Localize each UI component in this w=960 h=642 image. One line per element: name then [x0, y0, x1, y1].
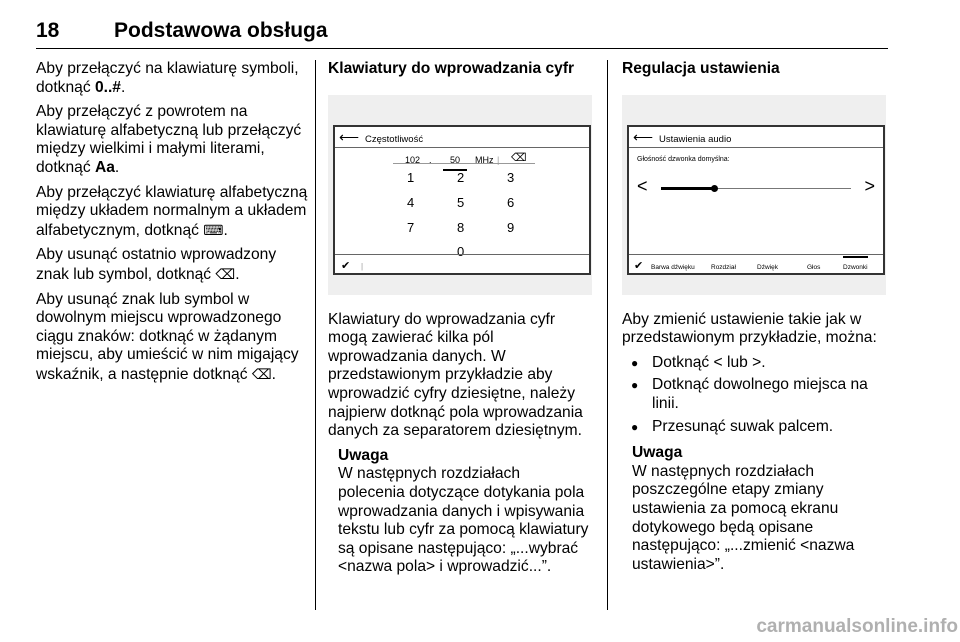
section-heading: Regulacja ustawienia	[622, 60, 780, 77]
section-heading: Klawiatury do wprowadzania cyfr	[328, 60, 575, 77]
screen-title: Ustawienia audio	[659, 133, 732, 145]
key-5[interactable]: 5	[457, 194, 465, 210]
column-divider	[607, 60, 608, 610]
bullet-list	[622, 354, 888, 436]
tab-tone[interactable]: Barwa dźwięku	[651, 263, 695, 271]
field-decimal[interactable]: 50	[443, 151, 467, 172]
page-header	[36, 8, 888, 49]
slider-track[interactable]	[661, 188, 851, 189]
screen-header	[335, 127, 589, 148]
decimal-separator: .	[429, 154, 432, 165]
paragraph: Aby przełączyć na klawiaturę symboli, dotknąć 0..#.	[36, 60, 299, 96]
key-1[interactable]: 1	[407, 169, 415, 185]
key-3[interactable]: 3	[507, 169, 515, 185]
figure-audio-settings	[622, 95, 886, 295]
check-icon[interactable]: ✔	[634, 259, 644, 272]
input-row	[393, 149, 535, 164]
tab-sound[interactable]: Dźwięk	[757, 263, 778, 271]
note-title: Uwaga	[632, 444, 683, 462]
unit-label: MHz	[475, 154, 494, 165]
key-0[interactable]: 0	[457, 243, 465, 259]
paragraph: Aby usunąć ostatnio wprowadzony znak lub symbol, dotknąć ⌫.	[36, 246, 277, 283]
list-item: ● Dotknąć dowolnego miejsca na linii.	[622, 376, 888, 413]
screen-title: Częstotliwość	[365, 133, 424, 145]
screen-footer	[335, 254, 589, 273]
paragraph: Aby zmienić ustawienie takie jak w przedstawionym przykładzie, można:	[622, 310, 877, 347]
note-title: Uwaga	[338, 446, 389, 464]
note	[632, 444, 888, 574]
key-4[interactable]: 4	[407, 194, 415, 210]
back-arrow-icon[interactable]: ⟵	[339, 128, 360, 145]
column-divider	[315, 60, 316, 610]
page-number: 18	[36, 19, 60, 42]
paragraph: Aby przełączyć z powrotem na klawiaturę alfabetyczną lub przełączyć między wielkimi i małymi literami, dotknąć Aa.	[36, 103, 302, 176]
key-9[interactable]: 9	[507, 219, 515, 235]
screen-header	[629, 127, 883, 148]
key-6[interactable]: 6	[507, 194, 515, 210]
note	[338, 447, 590, 577]
screen-frequency	[333, 125, 591, 275]
screen-tab-bar	[629, 254, 883, 273]
backspace-icon: ⌫	[215, 265, 236, 282]
paragraph: Aby usunąć znak lub symbol w dowolnym miejscu wprowadzonego ciągu znaków: dotknąć w żądanym miejscu, aby umieścić w nim migający wskaźnik, a następnie dotknąć ⌫.	[36, 290, 299, 383]
separator: |	[361, 261, 364, 271]
increase-button[interactable]: >	[864, 175, 875, 196]
field-integer[interactable]: 102	[405, 154, 421, 165]
tab-ringtones[interactable]: Dzwonki	[843, 256, 868, 278]
decrease-button[interactable]: <	[637, 175, 648, 196]
list-item: ● Przesunąć suwak palcem.	[622, 418, 888, 437]
note-text: W następnych rozdziałach poszczególne etapy zmiany ustawienia za pomocą ekranu dotykowego będą opisane następująco: „...zmienić <nazwa ustawienia>”.	[632, 462, 855, 573]
key-7[interactable]: 7	[407, 219, 415, 235]
symbol-key-label: 0..#	[94, 78, 121, 96]
key-2[interactable]: 2	[457, 169, 465, 185]
paragraph: Aby przełączyć klawiaturę alfabetyczną między układem normalnym a układem alfabetycznym, dotknąć ⌨.	[36, 183, 308, 239]
key-8[interactable]: 8	[457, 219, 465, 235]
page-title: Podstawowa obsługa	[114, 19, 328, 42]
list-item: ● Dotknąć < lub >.	[622, 354, 888, 373]
check-icon[interactable]: ✔	[341, 259, 351, 272]
tab-voice[interactable]: Głos	[807, 263, 821, 271]
paragraph: Klawiatury do wprowadzania cyfr mogą zawierać kilka pól wprowadzania danych. W przedstawionym przykładzie aby wprowadzić cyfry dziesiętne, należy najpierw dotknąć pola wprowadzania danych za separatorem dziesiętnym.	[328, 310, 583, 440]
setting-label: Głośność dzwonka domyślna:	[637, 155, 730, 163]
note-text: W następnych rozdziałach polecenia dotyczące dotykania pola wprowadzania danych i wpisywania tekstu lub cyfr za pomocą klawiatury są opisane następująco: „...wybrać <nazwa pola> i wprowadzić...”.	[338, 465, 589, 576]
slider-fill	[661, 187, 714, 190]
column-3	[622, 60, 888, 574]
backspace-icon: ⌫	[251, 365, 272, 382]
back-arrow-icon[interactable]: ⟵	[633, 128, 654, 145]
separator: |	[497, 154, 500, 165]
column-2	[328, 60, 590, 577]
delete-icon[interactable]: ⌫	[511, 151, 527, 164]
keyboard-icon: ⌨	[203, 221, 224, 238]
case-key-label: Aa	[94, 158, 115, 176]
screen-audio-settings	[627, 125, 885, 275]
figure-numeric-keyboard	[328, 95, 592, 295]
column-1	[36, 60, 308, 391]
footer-watermark: carmanualsonline.info	[756, 616, 958, 637]
tab-balance[interactable]: Rozdział	[711, 263, 736, 271]
slider-knob[interactable]	[711, 185, 718, 192]
